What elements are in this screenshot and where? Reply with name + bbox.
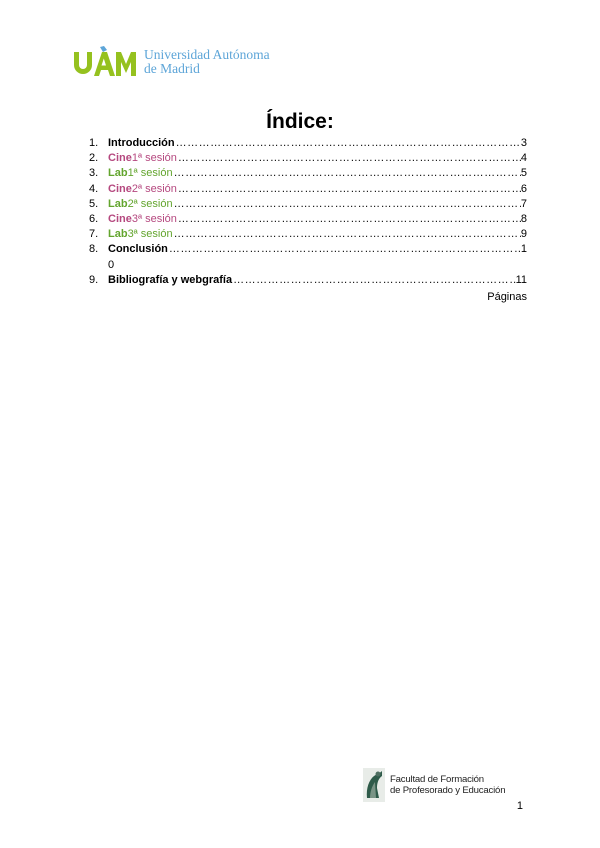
toc-entry-number: 7. — [89, 228, 99, 241]
toc-entry-number: 8. — [89, 243, 99, 256]
toc-entry-body — [108, 197, 527, 212]
toc-entry-title: Lab — [108, 197, 128, 210]
toc-entry-page: 1 — [520, 243, 527, 256]
toc-entry-subtitle: 3ª sesión — [127, 228, 173, 241]
toc-entry-title: Bibliografía y webgrafía — [108, 273, 233, 286]
toc-entry[interactable] — [89, 136, 527, 151]
toc-entry-body — [108, 273, 527, 288]
toc-entry-body — [108, 212, 527, 227]
uam-logo-line1: Universidad Autónoma — [144, 47, 270, 62]
toc-entry-page: 3 — [520, 137, 527, 149]
toc-entry-subtitle: 1ª sesión — [127, 167, 173, 180]
toc-leader-dots — [178, 151, 521, 166]
faculty-name — [390, 774, 505, 796]
toc-entry-page: 7 — [520, 197, 527, 210]
faculty-emblem-icon — [363, 768, 385, 802]
toc-entry-body — [108, 166, 527, 181]
toc-entry[interactable] — [89, 212, 527, 227]
toc-entry-title: Lab — [108, 228, 128, 241]
pages-label: Páginas — [487, 290, 527, 303]
toc-entry-body — [108, 136, 527, 151]
toc-entry[interactable] — [89, 166, 527, 181]
toc-entry-subtitle: 3ª sesión — [131, 212, 177, 225]
toc-entry-title: Conclusión — [108, 243, 168, 256]
toc-leader-dots — [176, 136, 521, 151]
toc-entry[interactable] — [89, 197, 527, 212]
toc-leader-dots — [174, 166, 521, 181]
toc-entry-title: Cine — [108, 182, 132, 195]
toc-leader-dots — [174, 197, 521, 212]
uam-logo-mark — [72, 46, 138, 78]
toc-entry-page: 4 — [520, 152, 527, 165]
toc-entry-body — [108, 182, 527, 197]
toc-entry-number: 9. — [89, 273, 99, 286]
toc-entry[interactable] — [89, 182, 527, 197]
toc-entry-number: 5. — [89, 197, 99, 210]
toc-entry[interactable] — [89, 151, 527, 166]
toc-entry-number: 4. — [89, 182, 99, 195]
uam-logo — [72, 46, 270, 78]
toc-entry-subtitle: 2ª sesión — [127, 197, 173, 210]
uam-logo-line2: de Madrid — [144, 61, 200, 76]
toc-leader-dots — [178, 212, 521, 227]
toc-entry[interactable] — [89, 227, 527, 242]
table-of-contents — [89, 136, 527, 305]
toc-entry-body — [108, 151, 527, 166]
toc-leader-dots — [233, 273, 515, 288]
toc-entry-title: Cine — [108, 152, 132, 165]
faculty-logo — [363, 768, 505, 802]
toc-entry-subtitle: 2ª sesión — [131, 182, 177, 195]
toc-entry-number: 3. — [89, 167, 99, 180]
toc-entry-page-continuation: 0 — [108, 258, 115, 271]
uam-logo-text — [144, 48, 270, 76]
toc-leader-dots — [169, 242, 521, 257]
toc-entry-subtitle: 1ª sesión — [131, 152, 177, 165]
toc-entry-page: 11 — [515, 273, 527, 286]
toc-leader-dots — [178, 182, 521, 197]
toc-entry-page: 8 — [520, 212, 527, 225]
page-title: Índice: — [266, 110, 334, 133]
toc-entry[interactable] — [89, 242, 527, 257]
toc-entry-title: Cine — [108, 212, 132, 225]
toc-leader-dots — [174, 227, 521, 242]
faculty-name-line1: Facultad de Formación — [390, 774, 484, 785]
faculty-name-line2: de Profesorado y Educación — [390, 785, 506, 796]
toc-entry-body — [108, 242, 527, 257]
toc-entry-number: 2. — [89, 152, 99, 165]
toc-entry-number: 6. — [89, 212, 99, 225]
toc-entry-page: 5 — [520, 167, 527, 180]
toc-entry-page: 9 — [520, 228, 527, 241]
toc-entry-number: 1. — [89, 137, 99, 149]
page-number: 1 — [516, 800, 523, 812]
toc-entry-title: Lab — [108, 167, 128, 180]
toc-entry-body — [108, 227, 527, 242]
toc-entry-page: 6 — [520, 182, 527, 195]
toc-entry-title: Introducción — [108, 137, 175, 149]
toc-entry[interactable] — [89, 273, 527, 288]
